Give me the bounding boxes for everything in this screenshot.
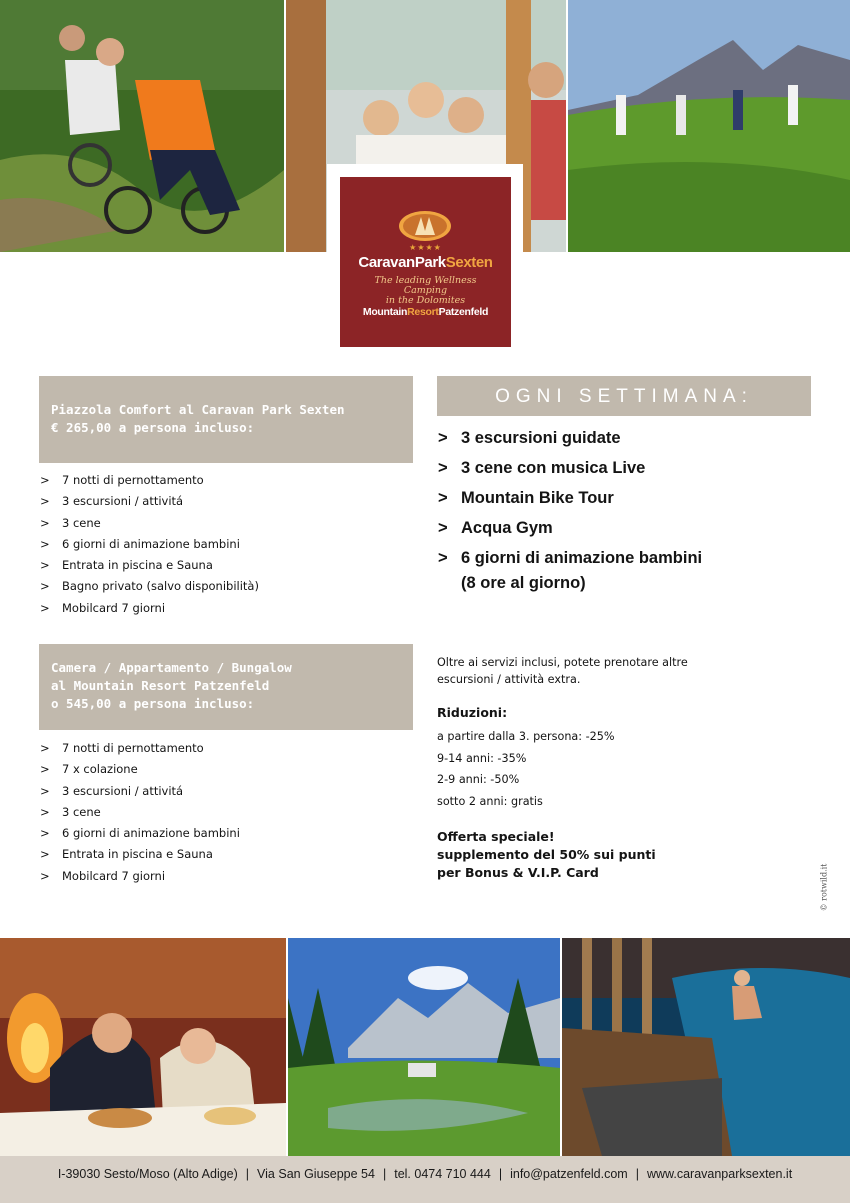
list-item: > 7 notti di pernottamento [40,473,204,487]
extras-note: Oltre ai servizi inclusi, potete prenotare altre escursioni / attività extra. [437,656,688,686]
package-comfort-list [40,470,259,619]
logo-brand: CaravanParkSexten [358,254,493,271]
footer-contact-bar: I-39030 Sesto/Moso (Alto Adige) | Via San Giuseppe 54 | tel. 0474 710 444 | info@patzenfeld.com | www.caravanparksexten.it [0,1156,850,1203]
logo-emblem-icon [397,209,453,243]
logo-stars: ★★★★ [409,243,442,252]
list-item: > 3 cene [40,515,101,530]
footer-website-link[interactable]: www.caravanparksexten.it [646,1167,793,1181]
weekly-heading: OGNI SETTIMANA: [437,376,811,416]
list-item: > 7 notti di pernottamento [40,741,204,755]
reductions-list [437,726,615,812]
package-resort-subtitle: al Mountain Resort Patzenfeld [51,678,270,693]
reductions-heading: Riduzioni: [437,705,508,720]
agency-credit: © rotwild.it [819,863,829,912]
list-item: > 3 escursioni / attivitá [40,494,184,509]
list-item: > Mobilcard 7 giorni [40,600,166,615]
package-resort-list [40,738,240,887]
photo-mountain-bikers [0,0,284,252]
footer-street: Via San Giuseppe 54 [257,1167,375,1181]
package-comfort-title: Piazzola Comfort al Caravan Park Sexten [51,402,345,417]
list-item: sotto 2 anni: gratis [437,794,543,808]
footer-address: I-39030 Sesto/Moso (Alto Adige) [57,1167,238,1181]
logo-tagline: The leading Wellness Camping in the Dolomites [374,275,477,306]
photo-camping-lake [288,938,560,1156]
package-resort-price: o 545,00 a persona incluso: [51,696,255,711]
photo-hikers-meadow [568,0,850,252]
list-item: a partire dalla 3. persona: -25% [437,730,615,743]
list-item: > Entrata in piscina e Sauna [40,847,213,862]
list-item: > 3 escursioni guidate [438,429,621,447]
list-item: > 3 escursioni / attivitá [40,783,184,798]
list-item: > Bagno privato (salvo disponibilità) [40,579,259,594]
weekly-list [438,426,702,601]
footer-email-link[interactable]: info@patzenfeld.com [510,1167,628,1181]
package-resort-title: Camera / Appartamento / Bungalow [51,660,292,675]
list-item: > 6 giorni di animazione bambini (8 ore al giorno) [438,549,703,592]
list-item: > Mobilcard 7 giorni [40,868,166,883]
logo-resort-name: MountainResortPatzenfeld [362,306,489,318]
list-item: > 6 giorni di animazione bambini [40,536,240,551]
special-offer: Offerta speciale! supplemento del 50% sui punti per Bonus & V.I.P. Card [437,829,656,880]
photo-couple-dinner [0,938,286,1156]
list-item: > 6 giorni di animazione bambini [40,826,240,841]
list-item: > Mountain Bike Tour [438,489,614,507]
list-item: > 7 x colazione [40,762,138,777]
list-item: > 3 cene [40,804,101,819]
package-resort-header [39,644,413,730]
list-item: > Acqua Gym [438,519,553,537]
list-item: 9-14 anni: -35% [437,751,527,765]
package-comfort-price: € 265,00 a persona incluso: [51,420,255,435]
caravan-park-logo[interactable] [340,177,511,347]
list-item: > Entrata in piscina e Sauna [40,558,213,573]
footer-phone[interactable]: tel. 0474 710 444 [394,1167,491,1181]
list-item: > 3 cene con musica Live [438,459,646,477]
list-item: 2-9 anni: -50% [437,773,520,786]
photo-wellness-pool [562,938,850,1156]
package-comfort-header [39,376,413,463]
